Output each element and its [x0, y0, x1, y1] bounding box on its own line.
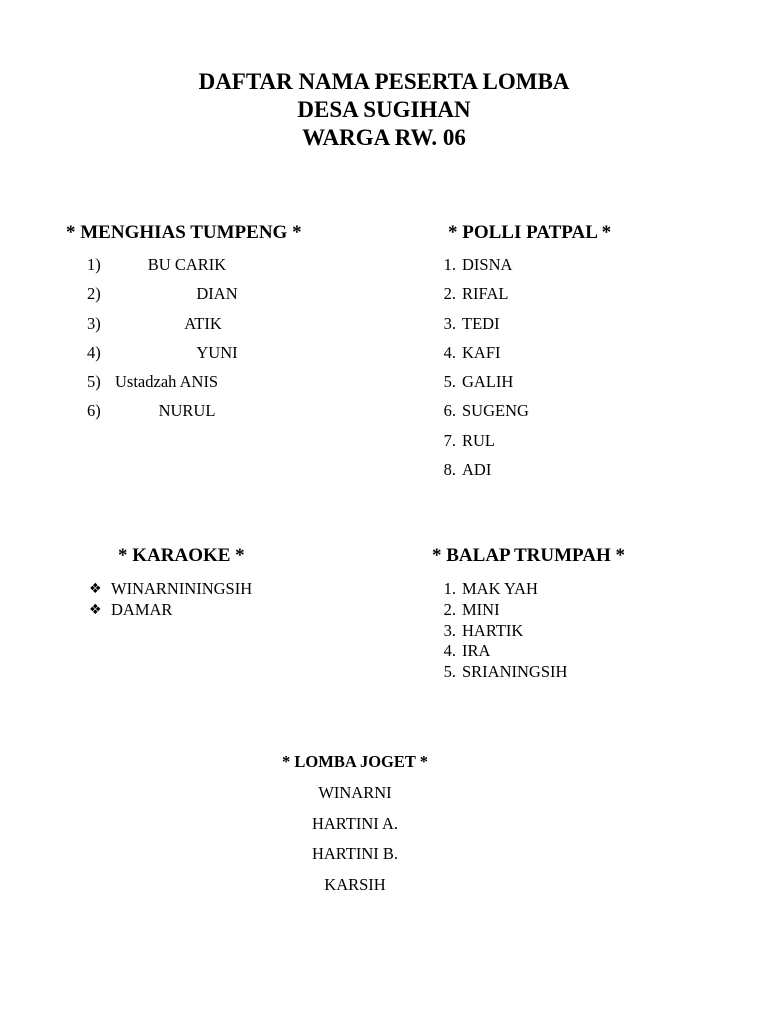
- list-item-number: 6.: [443, 401, 456, 421]
- balap-trumpah-heading: * BALAP TRUMPAH *: [432, 545, 625, 566]
- list-item: WINARNI: [318, 783, 392, 802]
- list-item-name: DIAN: [196, 284, 238, 304]
- list-item-number: 3.: [443, 620, 456, 640]
- list-item-number: 5): [87, 372, 101, 392]
- list-item-name: RIFAL: [462, 284, 509, 304]
- list-item: HARTINI A.: [311, 813, 399, 833]
- diamond-bullet-icon: ❖: [89, 581, 102, 597]
- lomba-joget-list: [0, 783, 710, 906]
- karaoke-heading: * KARAOKE *: [118, 545, 245, 566]
- document-title: [0, 68, 768, 152]
- list-item-number: 2.: [443, 599, 456, 619]
- list-item-number: 8.: [443, 460, 456, 480]
- list-item-number: 1.: [443, 255, 456, 274]
- title-line-2: DESA SUGIHAN: [297, 97, 471, 122]
- list-item-number: 7.: [443, 430, 456, 450]
- list-item-name: Ustadzah ANIS: [115, 372, 219, 392]
- list-item: KARSIH: [324, 875, 386, 895]
- list-item-name: KAFI: [462, 342, 501, 362]
- list-item-name: WINARNININGSIH: [111, 579, 253, 598]
- list-item-name: ADI: [462, 460, 492, 480]
- list-item: HARTINI B.: [311, 844, 399, 864]
- list-item-name: MINI: [462, 599, 500, 619]
- list-item-name: RUL: [462, 430, 495, 450]
- list-item-name: SUGENG: [462, 401, 529, 421]
- list-item-name: DAMAR: [111, 599, 173, 619]
- list-item-number: 2.: [443, 284, 456, 304]
- list-item-name: DISNA: [462, 255, 513, 274]
- title-line-3: WARGA RW. 06: [302, 125, 466, 150]
- list-item-name: ATIK: [184, 313, 222, 333]
- list-item-number: 1): [87, 255, 101, 274]
- list-item-number: 5.: [443, 662, 456, 682]
- list-item-number: 5.: [443, 372, 456, 392]
- list-item-name: HARTIK: [462, 620, 524, 640]
- list-item-number: 6): [87, 401, 101, 421]
- list-item-name: YUNI: [196, 342, 238, 362]
- list-item-number: 3.: [443, 313, 456, 333]
- list-item-name: MAK YAH: [462, 579, 538, 598]
- list-item-name: TEDI: [462, 313, 500, 333]
- list-item-number: 3): [87, 313, 101, 333]
- list-item-number: 2): [87, 284, 101, 304]
- title-line-1: DAFTAR NAMA PESERTA LOMBA: [198, 69, 570, 94]
- list-item-name: NURUL: [158, 401, 216, 421]
- list-item-number: 4.: [443, 641, 456, 661]
- list-item-name: GALIH: [462, 372, 514, 392]
- list-item-name: SRIANINGSIH: [462, 662, 568, 682]
- list-item-number: 1.: [443, 579, 456, 598]
- list-item-name: BU CARIK: [147, 255, 227, 274]
- list-item-number: 4.: [443, 342, 456, 362]
- list-item-name: IRA: [462, 641, 491, 661]
- menghias-tumpeng-heading: * MENGHIAS TUMPENG *: [66, 222, 302, 243]
- lomba-joget-heading: * LOMBA JOGET *: [282, 752, 428, 771]
- polli-patpal-heading: * POLLI PATPAL *: [448, 222, 612, 243]
- diamond-bullet-icon: ❖: [89, 601, 102, 618]
- list-item-number: 4): [87, 342, 101, 362]
